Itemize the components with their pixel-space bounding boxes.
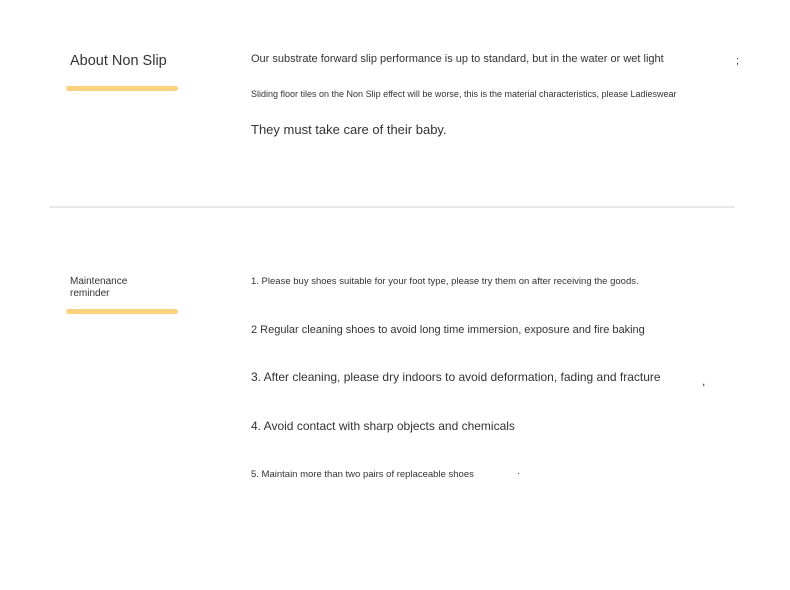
maintenance-item-3-mark: ,: [702, 374, 706, 388]
maintenance-item-5: 5. Maintain more than two pairs of replaceable shoes: [251, 469, 474, 480]
title-underline-bar: [66, 309, 178, 314]
maintenance-title-line-2: reminder: [70, 288, 110, 299]
maintenance-item-3: 3. After cleaning, please dry indoors to avoid deformation, fading and fracture: [251, 370, 661, 384]
section-title-maintenance: [70, 276, 127, 300]
section-title-non-slip: About Non Slip: [70, 53, 167, 69]
section-divider: [49, 206, 735, 208]
maintenance-title-line-1: Maintenance: [70, 276, 128, 287]
maintenance-item-1: 1. Please buy shoes suitable for your foot type, please try them on after receiving the goods.: [251, 276, 639, 287]
non-slip-text-clip: [251, 88, 735, 103]
maintenance-item-4: 4. Avoid contact with sharp objects and chemicals: [251, 419, 515, 433]
non-slip-text-line-3: They must take care of their baby.: [251, 122, 447, 137]
non-slip-text-line-1: Our substrate forward slip performance is up to standard, but in the water or wet light: [251, 53, 664, 65]
title-underline-bar: [66, 86, 178, 91]
non-slip-text-line-2: Sliding floor tiles on the Non Slip effect will be worse, this is the material characteristics, please Ladieswear: [251, 89, 677, 99]
non-slip-punctuation: ;: [736, 55, 740, 67]
maintenance-item-5-mark: ·: [517, 468, 521, 479]
maintenance-item-2: 2 Regular cleaning shoes to avoid long time immersion, exposure and fire baking: [251, 324, 645, 336]
